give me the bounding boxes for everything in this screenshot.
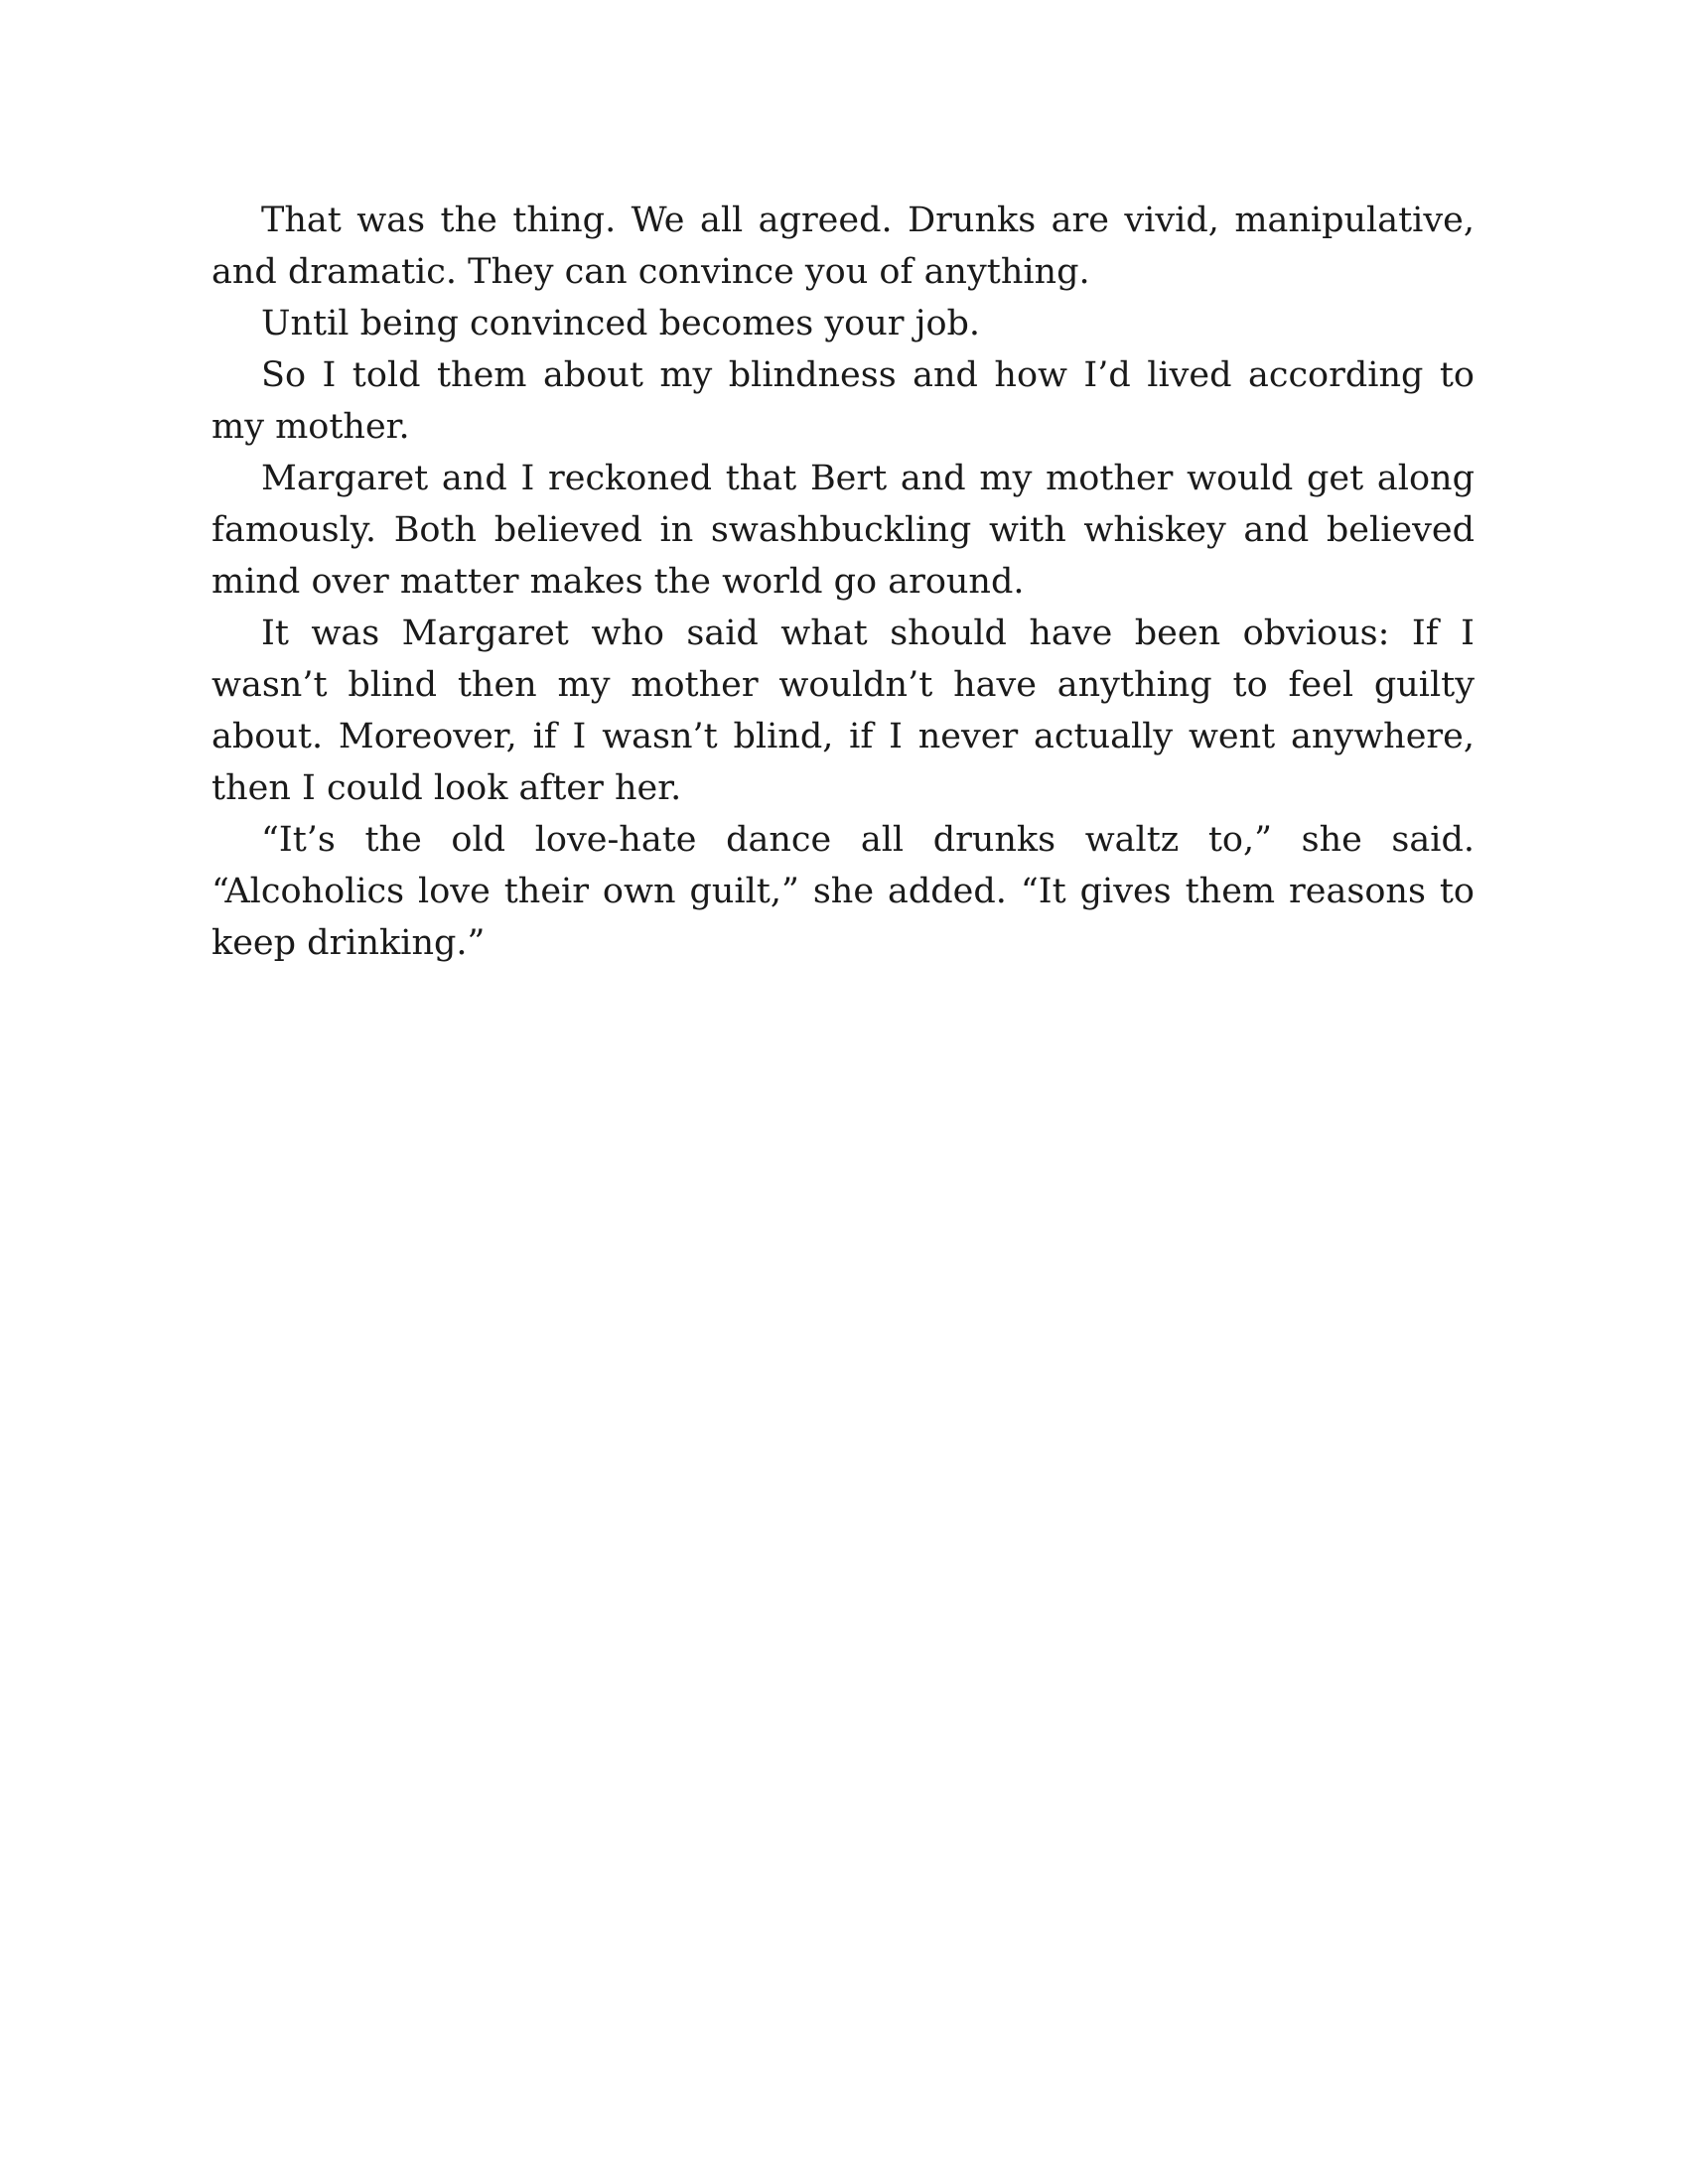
paragraph: It was Margaret who said what should have been obvious: If I wasn’t blind then my mother wouldn’t have anything to feel guilty about. Moreover, if I wasn’t blind, if I never actually went anywhere, then I could look after her. [211,614,1475,808]
paragraph: That was the thing. We all agreed. Drunks are vivid, manipulative, and dramatic. They can convince you of anything. [211,201,1475,292]
paragraph: “It’s the old love-hate dance all drunks waltz to,” she said. “Alcoholics love their own guilt,” she added. “It gives them reasons to keep drinking.” [211,820,1475,963]
body-text [211,195,1475,969]
paragraph: Margaret and I reckoned that Bert and my mother would get along famously. Both believed in swashbuckling with whiskey and believed mind over matter makes the world go around. [211,459,1475,602]
paragraph: So I told them about my blindness and how I’d lived according to my mother. [211,355,1475,447]
paragraph: Until being convinced becomes your job. [261,304,981,343]
